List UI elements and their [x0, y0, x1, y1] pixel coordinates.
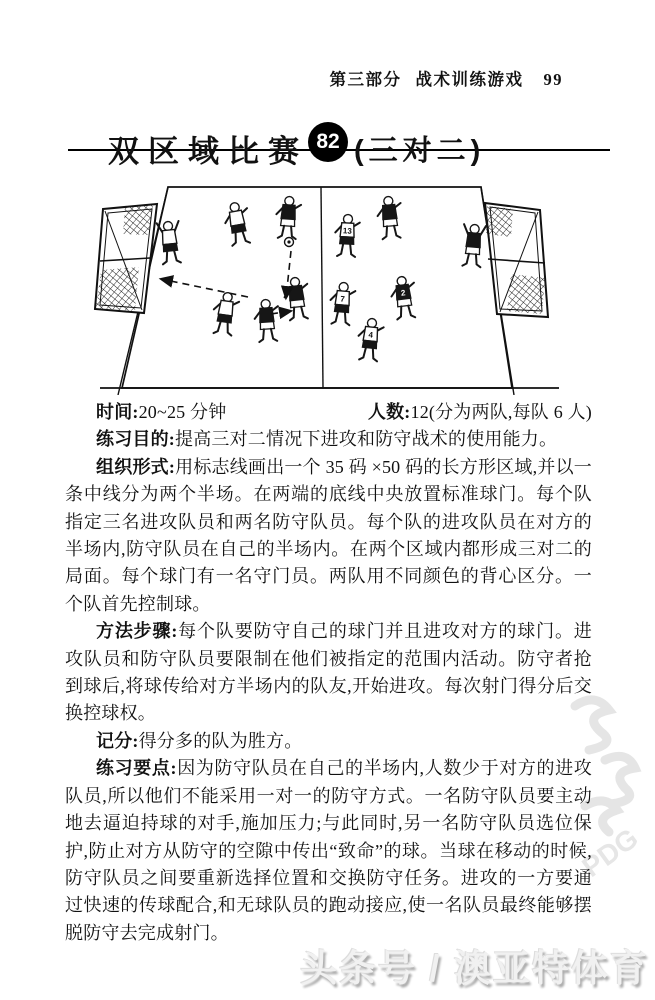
section-text: 用标志线画出一个 35 码 ×50 码的长方形区域,并以一条中线分为两个半场。在两端的底线中央放置标准球门。每个队指定三名进攻队员和两名防守队员。每个队的进攻队员在对方的半场内,防守队员在自己的半场内。在两个区域内都形成三对二的局面。每个球门有一名守门员。两队用不同颜色的背心区分。一个队首先控制球。 [65, 456, 592, 614]
pdg-watermark-text: PDG [576, 822, 644, 883]
section-scoring [65, 728, 592, 755]
running-head-part: 第三部分 [329, 70, 402, 89]
page-title: 双区域比赛 [108, 133, 308, 169]
time-value: 20~25 分钟 [138, 402, 227, 422]
time-info [96, 399, 226, 426]
section-text: 因为防守队员在自己的半场内,人数少于对方的进攻队员,所以他们不能采用一对一的防守方式。一名防守队员要主动地去逼迫持球的对手,施加压力;与此同时,另一名防守队员选位保护,防止对方从防守的空隙中传出“致命”的球。当球在移动的时候,防守队员之间要重新选择位置和交换防守任务。进攻的一方要通过快速的传球配合,和无球队员的跑动接应,使一名队员最终能够摆脱防守去完成射门。 [65, 758, 592, 943]
goal-net [486, 206, 513, 237]
section-text: 每个队要防守自己的球门并且进攻对方的球门。进攻队员和防守队员要限制在他们被指定的范围内活动。防守者抢到球后,将球传给对方半场内的队友,开始进攻。每次射门得分后交换控球权。 [65, 621, 592, 724]
jersey-number: 7 [339, 294, 346, 304]
section-method [65, 618, 592, 728]
section-organization [65, 454, 592, 618]
page-subtitle: (三对二) [354, 134, 486, 167]
section-label: 练习要点: [96, 758, 177, 779]
drill-description [65, 399, 592, 947]
page-number: 99 [543, 70, 563, 89]
section-label: 方法步骤: [96, 621, 178, 642]
time-label: 时间: [96, 402, 139, 422]
section-text: 得分多的队为胜方。 [138, 730, 303, 751]
section-label: 练习目的: [96, 429, 175, 450]
goal-net [123, 205, 153, 235]
jersey-number: 13 [342, 226, 353, 236]
section-text: 提高三对二情况下进攻和防守战术的使用能力。 [175, 429, 558, 450]
jersey-number: 2 [400, 288, 406, 298]
ball [285, 238, 294, 247]
title-content [108, 118, 485, 178]
section-label: 记分: [96, 730, 139, 751]
goal-net [507, 274, 545, 314]
field-diagram [80, 180, 580, 395]
section-purpose [65, 426, 592, 453]
section-label: 组织形式: [96, 456, 176, 477]
jersey-number: 4 [368, 330, 374, 340]
drill-number-badge: 82 [308, 122, 348, 162]
running-head-chapter: 战术训练游戏 [415, 70, 524, 89]
info-row [65, 399, 592, 426]
players-info [368, 399, 592, 426]
footer-watermark: 头条号 / 澳亚特体育 [300, 948, 649, 989]
goal-net [96, 267, 139, 311]
players-label: 人数: [367, 402, 411, 422]
players-value: 12(分为两队,每队 6 人) [410, 402, 592, 422]
title-row [68, 118, 610, 178]
section-key-points [65, 755, 592, 947]
running-head [330, 66, 564, 90]
